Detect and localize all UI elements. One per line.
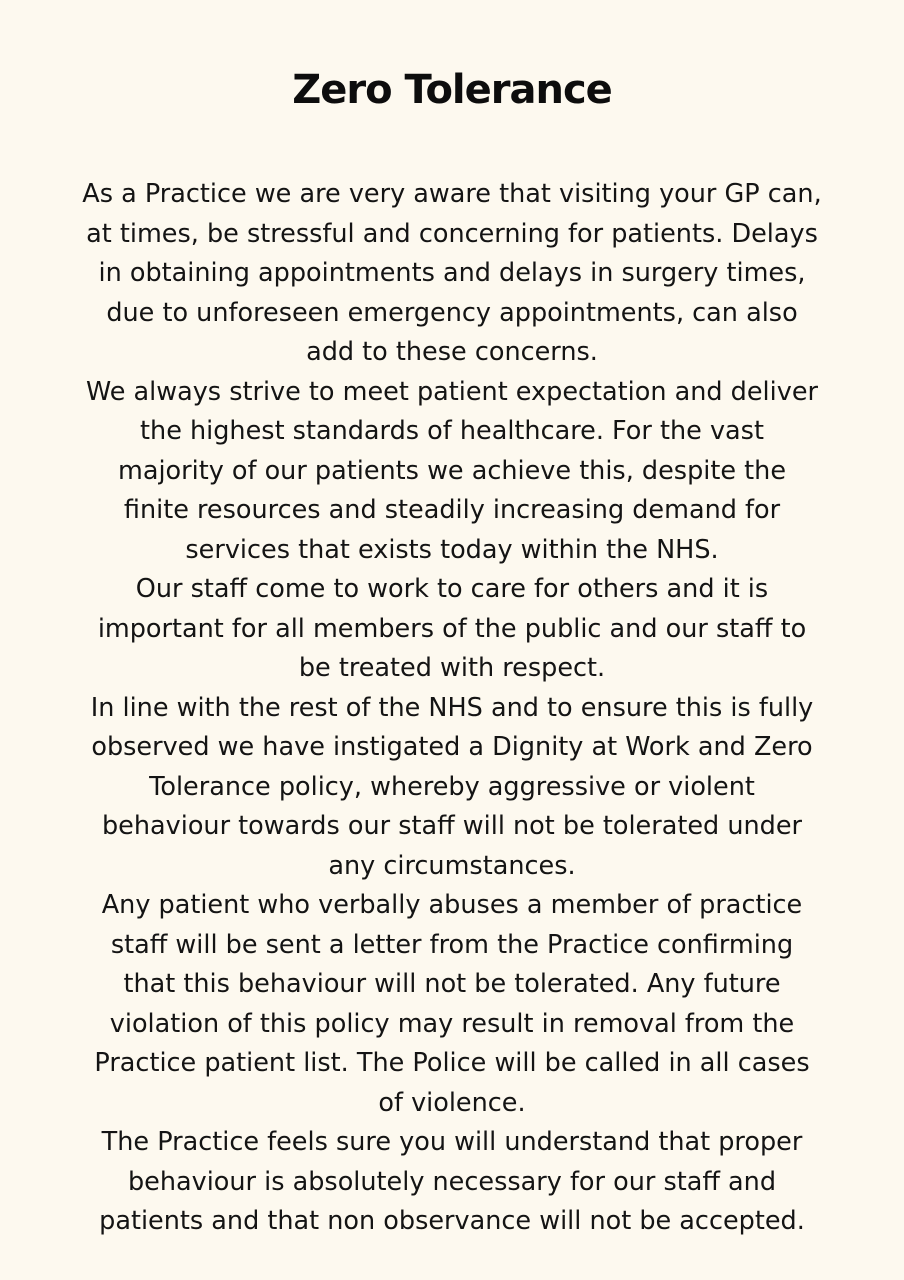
body-line: in obtaining appointments and delays in surgery times, [98,258,806,288]
body-line: In line with the rest of the NHS and to ensure this is fully [90,692,814,723]
body-line: behaviour is absolutely necessary for our staff and [127,1166,777,1197]
body-line: Any patient who verbally abuses a member of practice [101,890,803,920]
body-line: services that exists today within the NHS. [185,534,719,565]
body-line: Our staff come to work to care for others and it is [135,574,769,604]
body-line: observed we have instigated a Dignity at Work and Zero [91,732,813,762]
body-line: majority of our patients we achieve this, despite the [117,455,787,486]
body-line: that this behaviour will not be tolerated. Any future [123,969,781,999]
body-line: important for all members of the public and our staff to [97,613,807,644]
body-line: violation of this policy may result in removal from the [109,1008,795,1039]
body-line: The Practice feels sure you will understand that proper [101,1127,803,1157]
body-line: Practice patient list. The Police will be called in all cases [94,1048,810,1078]
body-line: any circumstances. [328,850,576,881]
body-line: add to these concerns. [306,337,598,367]
body-line: staff will be sent a letter from the Practice confirming [110,929,794,960]
body-line: patients and that non observance will not be accepted. [99,1206,805,1236]
body-line: As a Practice we are very aware that visiting your GP can, [82,179,822,209]
body-line: We always strive to meet patient expectation and deliver [86,376,818,407]
body-line: behaviour towards our staff will not be tolerated under [101,811,803,841]
body-line: at times, be stressful and concerning for patients. Delays [86,218,818,249]
notice-body [40,175,864,1242]
notice-title: Zero Tolerance [292,67,612,113]
body-line: due to unforeseen emergency appointments, can also [106,297,798,328]
body-line: Tolerance policy, whereby aggressive or violent [149,771,755,802]
body-line: be treated with respect. [298,653,606,683]
body-line: finite resources and steadily increasing demand for [123,495,781,525]
body-line: the highest standards of healthcare. For the vast [140,416,764,446]
body-line: of violence. [378,1087,526,1118]
